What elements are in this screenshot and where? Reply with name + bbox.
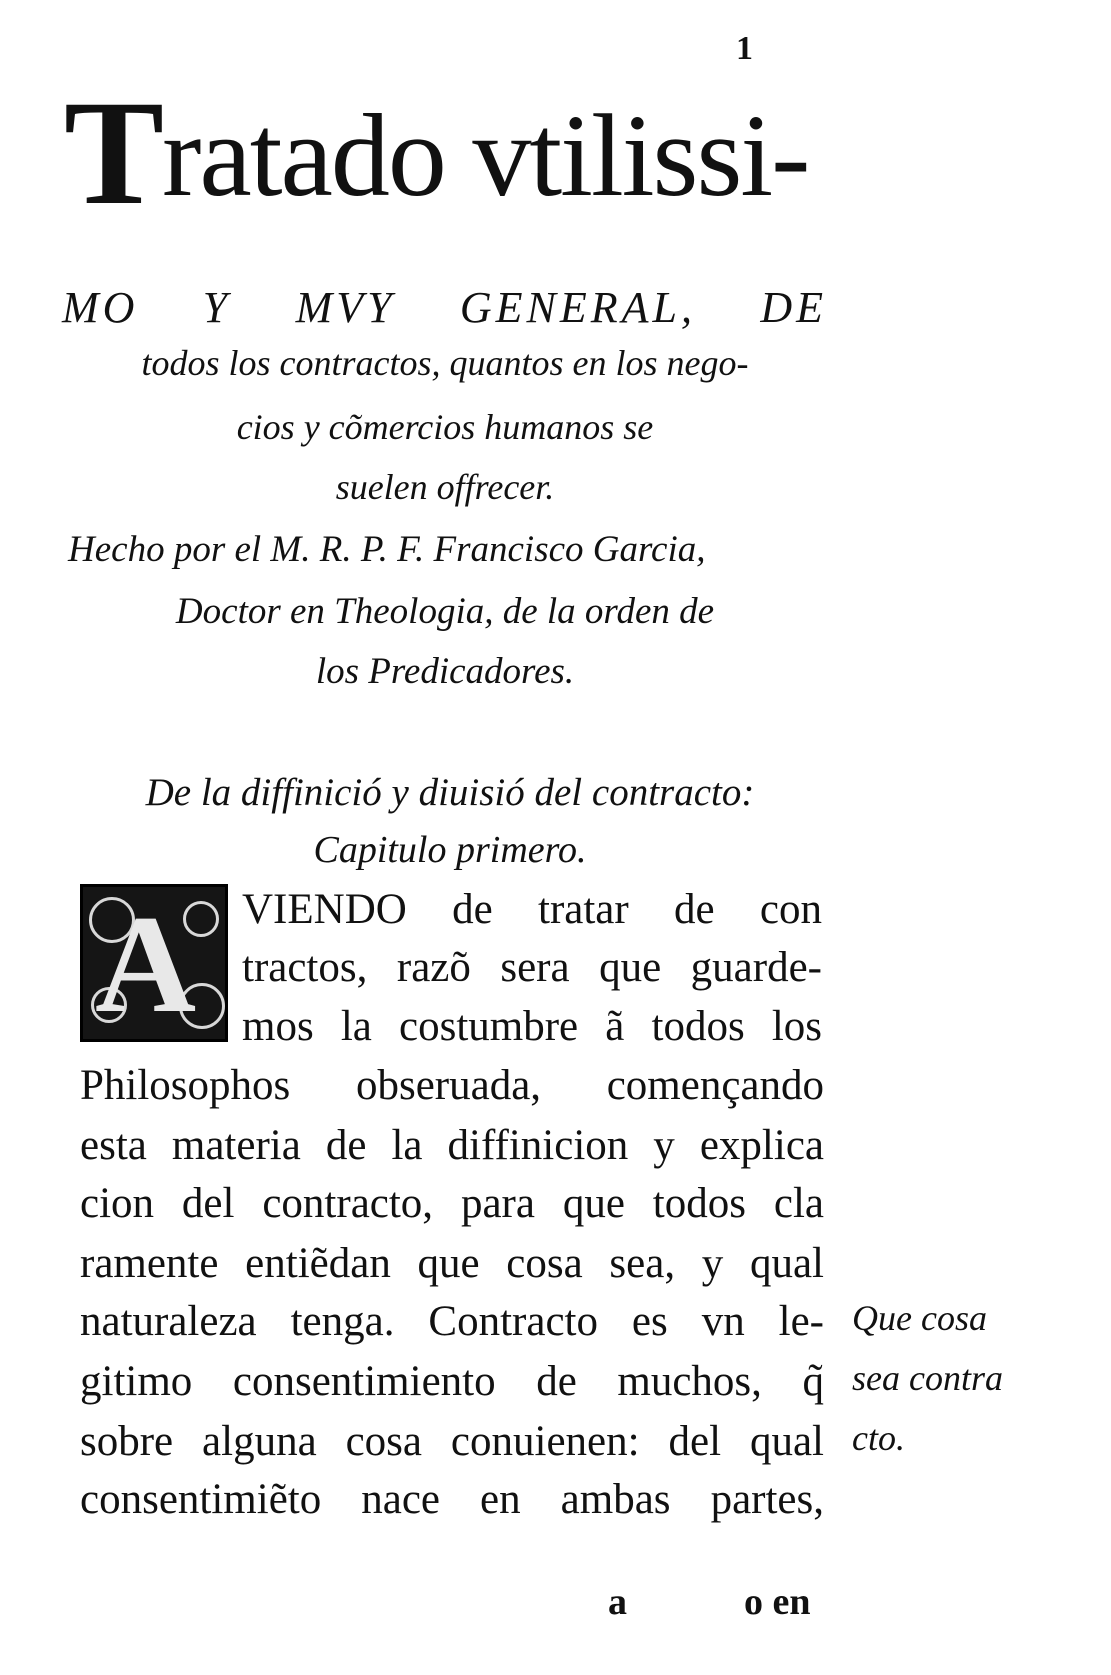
chapter-heading: De la diffinició y diuisió del contracto: — [145, 771, 755, 814]
body-line: sobre alguna cosa conuienen: del qual — [80, 1418, 824, 1465]
subtitle-caps: MO Y MVY GENERAL, DE — [62, 283, 827, 332]
drop-cap-letter: A — [95, 887, 197, 1042]
author-line-3: los Predicadores. — [315, 651, 575, 692]
body-line: tractos, razõ sera que guarde- — [242, 944, 822, 991]
body-line: esta materia de la diffinicion y explica — [80, 1122, 824, 1169]
subtitle-line-1: todos los contractos, quantos en los nego- — [141, 343, 749, 383]
subtitle-line-2: cios y cõmercios humanos se — [236, 407, 654, 447]
title-rest: ratado vtilissi- — [162, 90, 809, 221]
body-line: naturaleza tenga. Contracto es vn le- — [80, 1298, 824, 1345]
body-line: ramente entiẽdan que cosa sea, y qual — [80, 1240, 824, 1287]
body-line: consentimiẽto nace en ambas partes, — [80, 1476, 824, 1523]
folio-number: 1 — [736, 30, 753, 67]
author-line-2: Doctor en Theologia, de la orden de — [175, 591, 715, 632]
body-line: cion del contracto, para que todos cla — [80, 1180, 824, 1227]
author-line-1: Hecho por el M. R. P. F. Francisco Garcia, — [68, 529, 706, 570]
body-line: mos la costumbre ã todos los — [242, 1003, 822, 1050]
decorated-initial — [80, 884, 228, 1042]
signature-mark: a — [608, 1581, 627, 1623]
title-initial: T — [64, 70, 163, 236]
body-line: VIENDO de tratar de con — [242, 886, 822, 933]
marginal-note-line-1: Que cosa — [852, 1298, 987, 1338]
subtitle-line-3: suelen offrecer. — [335, 467, 555, 507]
catchword: o en — [744, 1581, 811, 1623]
body-line: gitimo consentimiento de muchos, q̃ — [80, 1358, 824, 1405]
marginal-note-line-2: sea contra — [852, 1358, 1003, 1398]
page-title — [64, 70, 824, 236]
chapter-number: Capitulo primero. — [313, 829, 587, 871]
body-line: Philosophos obseruada, començando — [80, 1062, 824, 1109]
marginal-note-line-3: cto. — [852, 1418, 905, 1458]
